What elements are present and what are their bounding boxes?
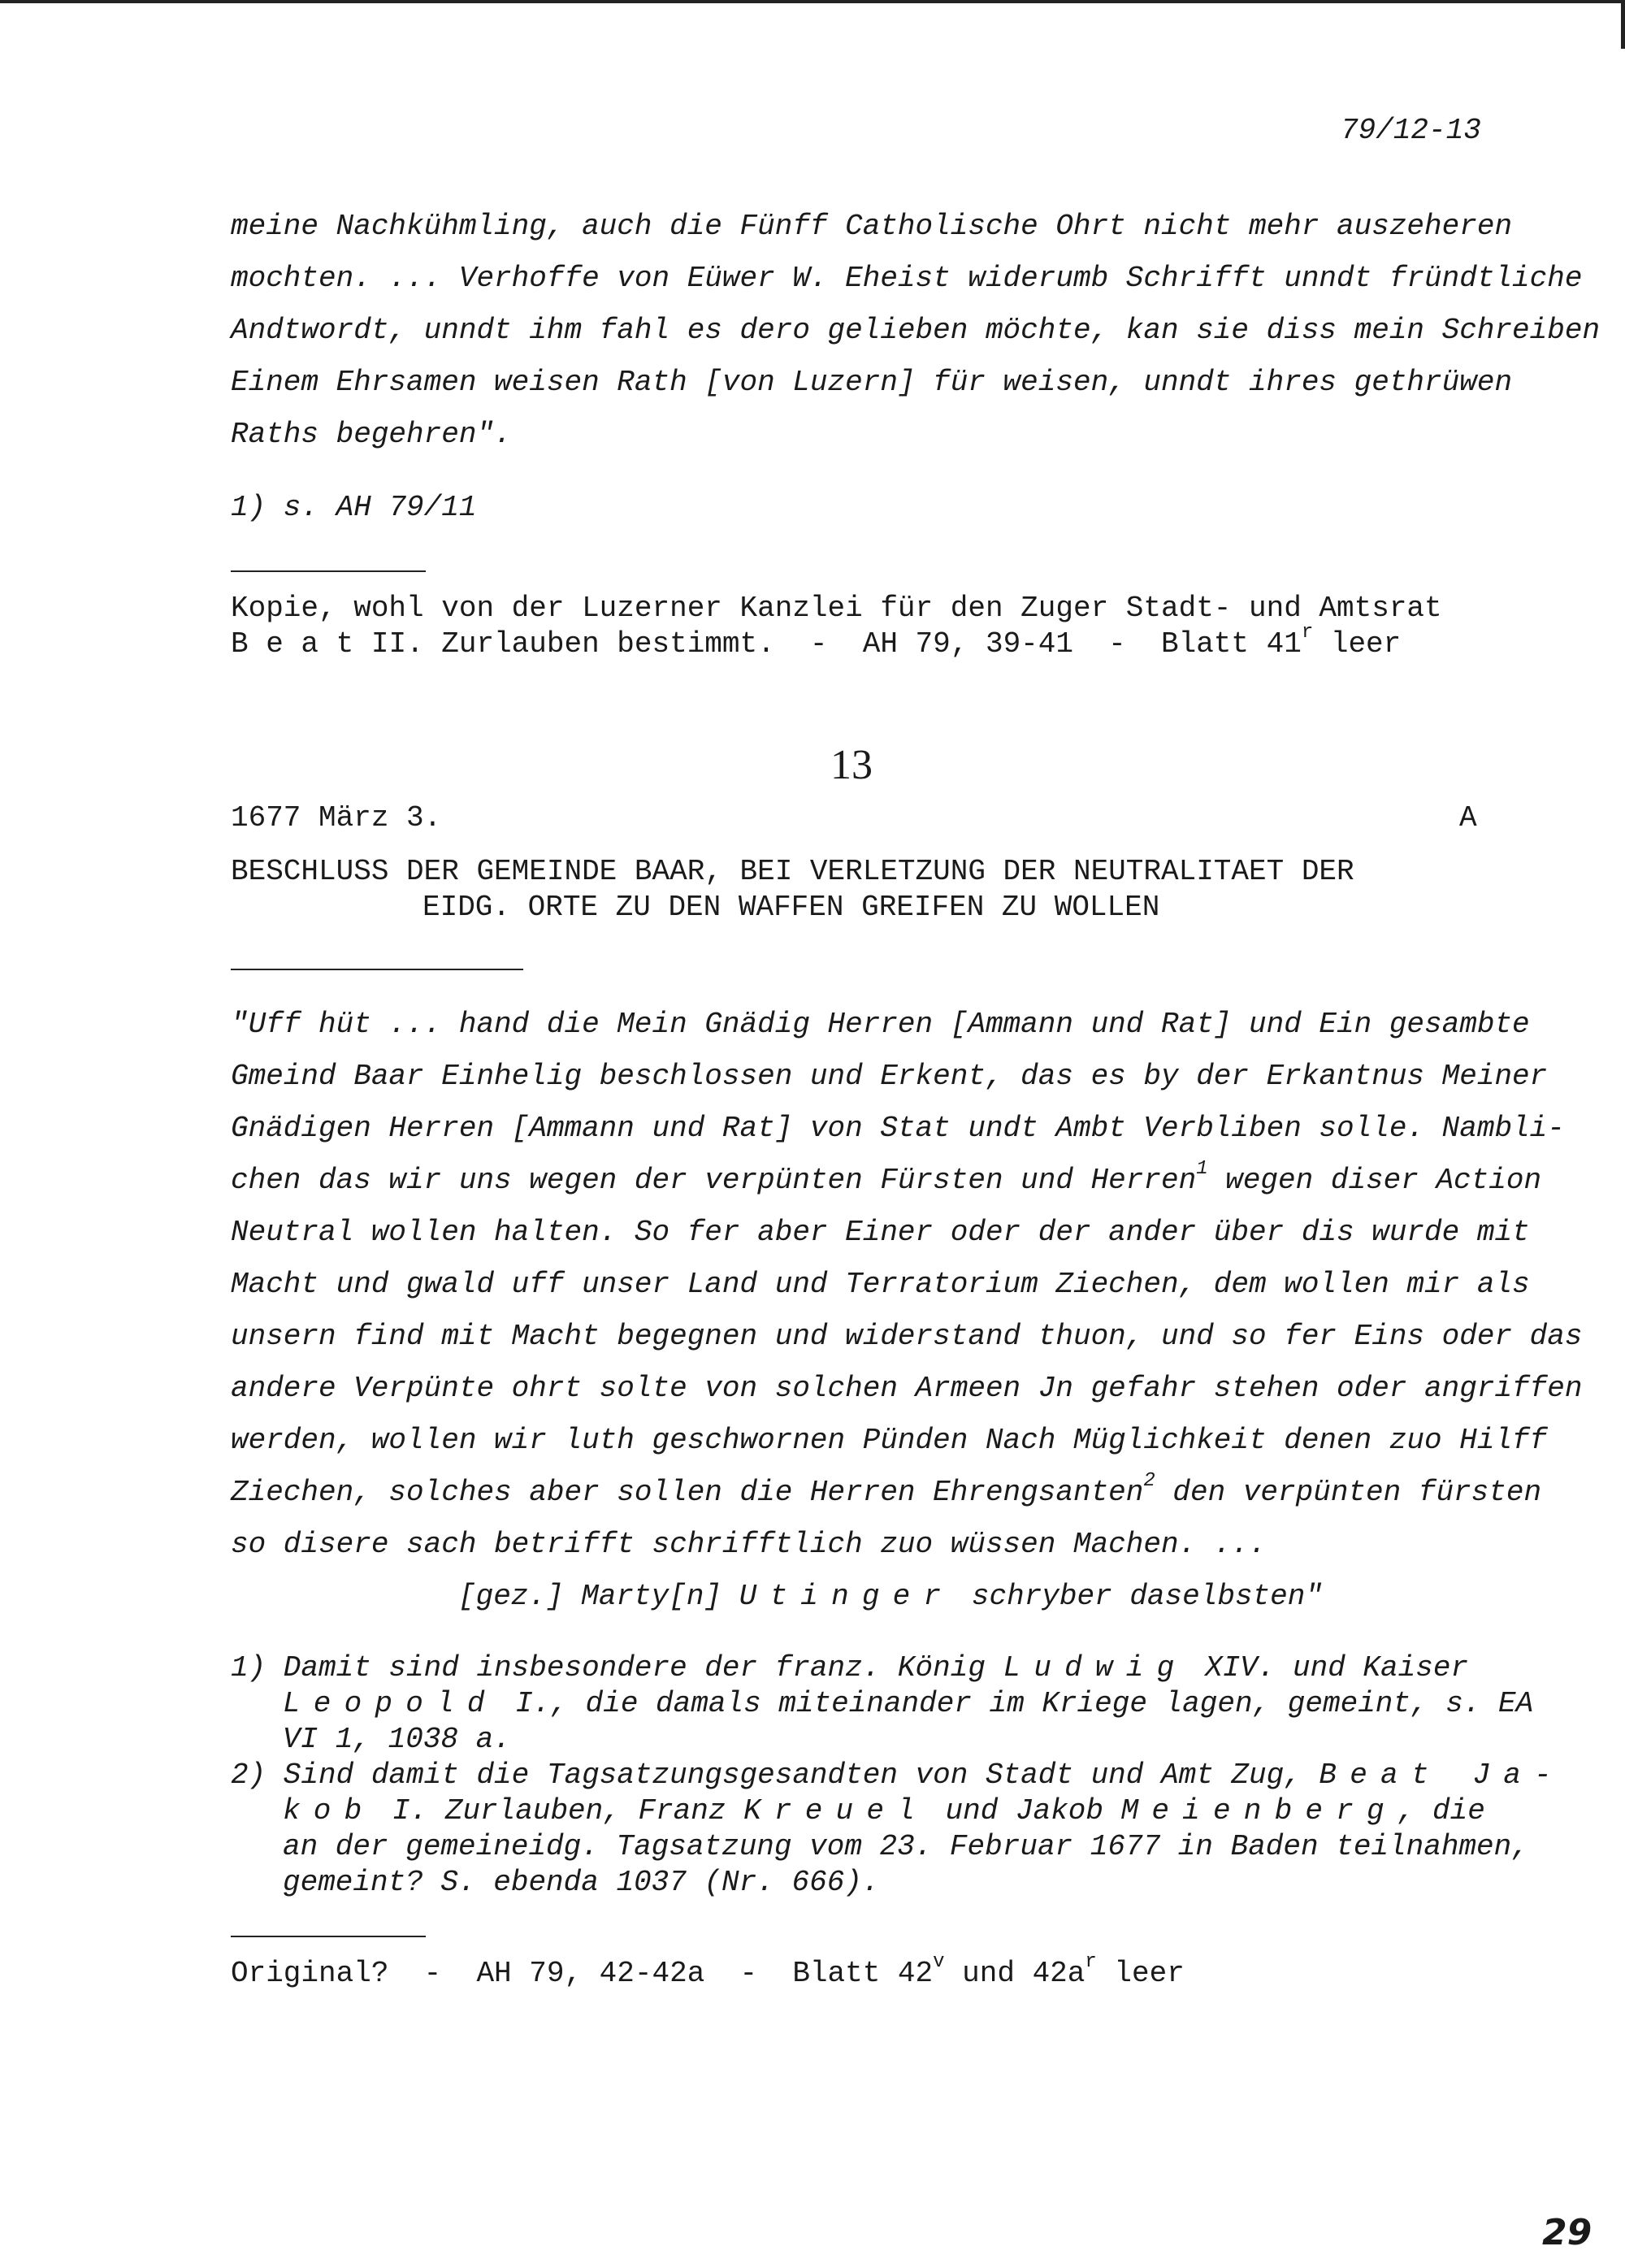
text-line: meine Nachkühmling, auch die Fünff Catholische Ohrt nicht mehr auszeheren (231, 210, 1513, 243)
footnote-2-line: gemeint? S. ebenda 1037 (Nr. 666). (283, 1866, 880, 1899)
text-line: unsern find mit Macht begegnen und widerstand thuon, und so fer Eins oder das (231, 1320, 1583, 1353)
text-line: Gnädigen Herren [Ammann und Rat] von Stat undt Ambt Verbliben solle. Nambli- (231, 1112, 1565, 1145)
name-spaced: Ludwig (1003, 1651, 1188, 1685)
text-span: und Jakob (927, 1794, 1121, 1828)
footnote-1-line (231, 1651, 1468, 1685)
text-line: Einem Ehrsamen weisen Rath [von Luzern] für weisen, unndt ihres gethrüwen (231, 366, 1513, 399)
handwritten-page-number: 29 (1542, 2212, 1592, 2253)
text-line (231, 1470, 1542, 1509)
name-spaced: Kreuel (743, 1794, 928, 1828)
scan-border-right (1621, 0, 1625, 49)
name-spaced: Beat Ja- (1319, 1758, 1565, 1792)
text-line: Neutral wollen halten. So fer aber Einer oder der ander über dis wurde mit (231, 1216, 1530, 1249)
text-line: andere Verpünte ohrt solte von solchen Armeen Jn gefahr stehen oder angriffen (231, 1372, 1583, 1405)
document-title-line-1: BESCHLUSS DER GEMEINDE BAAR, BEI VERLETZUNG DER NEUTRALITAET DER (231, 855, 1354, 888)
source-note-text: Original? - AH 79, 42-42a - Blatt 42 (231, 1957, 934, 1990)
name-spaced: Utinger (739, 1580, 955, 1613)
text-line: Gmeind Baar Einhelig beschlossen und Erkent, das es by der Erkantnus Meiner (231, 1060, 1548, 1093)
superscript: v (933, 1951, 945, 1973)
footnote-1-line: VI 1, 1038 a. (283, 1723, 511, 1756)
name-spaced: Meienberg (1120, 1794, 1398, 1828)
text-span: den verpünten fürsten (1155, 1476, 1542, 1509)
name-spaced: kob (283, 1794, 375, 1828)
name-spaced: Leopold (283, 1687, 498, 1720)
text-line: Raths begehren". (231, 418, 512, 451)
text-span: 1) Damit sind insbesondere der franz. König (231, 1651, 1003, 1685)
text-span: 2) Sind damit die Tagsatzungsgesandten von Stadt und Amt Zug, (231, 1758, 1320, 1792)
text-span: chen das wir uns wegen der verpünten Fürsten und Herren (231, 1164, 1197, 1197)
footnote-2-line: an der gemeineidg. Tagsatzung vom 23. Februar 1677 in Baden teilnahmen, (283, 1830, 1529, 1863)
text-span: schryber daselbsten" (954, 1580, 1323, 1613)
footnote-1-line (283, 1687, 1533, 1720)
source-note-text: leer (1313, 627, 1402, 661)
page-reference: 79/12-13 (1341, 114, 1481, 147)
source-note-line-2 (231, 622, 1402, 661)
text-span: , die (1397, 1794, 1485, 1828)
text-span: Ziechen, solches aber sollen die Herren Ehrengsanten (231, 1476, 1144, 1509)
text-line: Andtwordt, unndt ihm fahl es dero gelieben möchte, kan sie diss mein Schreiben (231, 314, 1601, 347)
document-title-line-2: EIDG. ORTE ZU DEN WAFFEN GREIFEN ZU WOLLEN (422, 891, 1160, 924)
text-line (231, 1158, 1542, 1197)
document-number: 13 (830, 742, 873, 788)
source-note-text: leer (1096, 1957, 1185, 1990)
source-note-text: und 42a (944, 1957, 1086, 1990)
document-date: 1677 März 3. (231, 801, 442, 835)
text-line: Macht und gwald uff unser Land und Terratorium Ziechen, dem wollen mir als (231, 1268, 1530, 1301)
separator-rule (231, 1936, 426, 1937)
superscript: r (1085, 1951, 1097, 1973)
text-span: I. Zurlauben, Franz (375, 1794, 744, 1828)
text-span: I., die damals miteinander im Kriege lagen, gemeint, s. EA (497, 1687, 1534, 1720)
text-span: wegen diser Action (1207, 1164, 1542, 1197)
scan-border-top (0, 0, 1621, 3)
separator-rule (231, 570, 426, 572)
text-line: so disere sach betrifft schrifftlich zuo wüssen Machen. ... (231, 1528, 1267, 1561)
document-class-letter: A (1459, 801, 1477, 835)
source-note-text: II. Zurlauben bestimmt. - AH 79, 39-41 - Blatt 41 (353, 627, 1302, 661)
name-spaced: B e a t (231, 627, 354, 661)
text-line: werden, wollen wir luth geschwornen Pünden Nach Müglichkeit denen zuo Hilff (231, 1424, 1548, 1457)
text-span: XIV. und Kaiser (1187, 1651, 1469, 1685)
separator-rule (231, 969, 523, 970)
footnote: 1) s. AH 79/11 (231, 491, 477, 524)
footnote-2-line (231, 1758, 1565, 1792)
superscript: r (1301, 622, 1314, 644)
text-span: [gez.] Marty[n] (458, 1580, 739, 1613)
source-note-line-1: Kopie, wohl von der Luzerner Kanzlei für den Zuger Stadt- und Amtsrat (231, 592, 1442, 625)
footnote-2-line (283, 1794, 1485, 1828)
source-note (231, 1951, 1185, 1990)
signature-line (458, 1580, 1323, 1613)
text-line: "Uff hüt ... hand die Mein Gnädig Herren [Ammann und Rat] und Ein gesambte (231, 1008, 1530, 1041)
footnote-marker: 2 (1143, 1470, 1155, 1492)
footnote-marker: 1 (1196, 1158, 1208, 1180)
text-line: mochten. ... Verhoffe von Eüwer W. Eheist widerumb Schrifft unndt fründtliche (231, 262, 1583, 295)
